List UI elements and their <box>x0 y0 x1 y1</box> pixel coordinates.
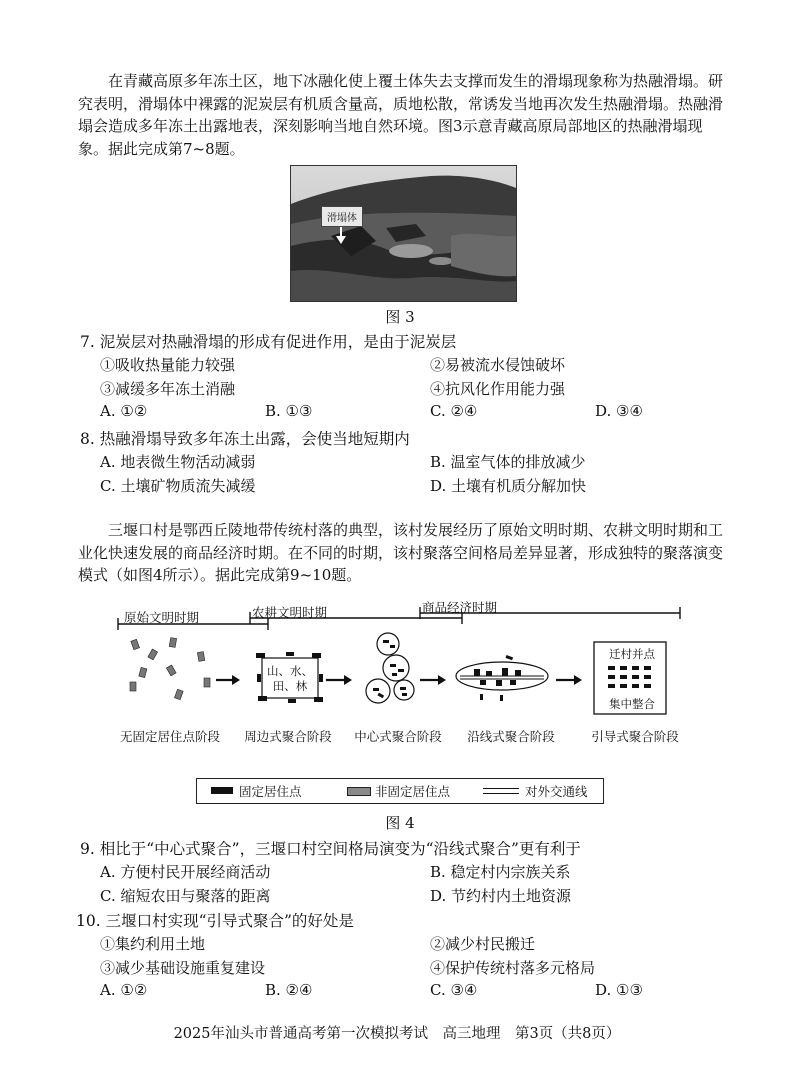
arrow-2 <box>326 675 352 685</box>
q10-option-a[interactable]: A. ①② <box>100 981 148 999</box>
q10-statement-4: ④保护传统村落多元格局 <box>430 959 596 977</box>
q10-statement-1: ①集约利用土地 <box>100 935 206 953</box>
stage-5-label: 引导式聚合阶段 <box>591 729 679 744</box>
q8-option-b[interactable]: B. 温室气体的排放减少 <box>430 453 586 471</box>
q7-statement-3: ③减缓多年冻土消融 <box>100 380 236 398</box>
legend-fixed-label: 固定居住点 <box>239 784 302 799</box>
stage-2-label: 周边式聚合阶段 <box>244 729 332 744</box>
period-label-commodity: 商品经济时期 <box>422 600 498 615</box>
q10-statement-3: ③减少基础设施重复建设 <box>100 959 266 977</box>
figure-4-caption: 图 4 <box>385 814 415 832</box>
figure-4-legend <box>196 778 604 804</box>
q9-option-c[interactable]: C. 缩短农田与聚落的距离 <box>100 887 271 905</box>
stage-1-label: 无固定居住点阶段 <box>119 729 220 744</box>
q10-option-b[interactable]: B. ②④ <box>265 981 313 999</box>
question-7-stem: 7. 泥炭层对热融滑塌的形成有促进作用，是由于泥炭层 <box>80 333 457 351</box>
figure-3-caption: 图 3 <box>385 308 415 326</box>
question-10-stem: 10. 三堰口村实现“引导式聚合”的好处是 <box>76 912 354 930</box>
q9-option-d[interactable]: D. 节约村内土地资源 <box>430 887 572 905</box>
stage-3-central <box>366 633 414 703</box>
question-9-stem: 9. 相比于“中心式聚合”，三堰口村空间格局演变为“沿线式聚合”更有利于 <box>80 840 581 858</box>
stage-3-label: 中心式聚合阶段 <box>354 729 442 744</box>
q9-option-b[interactable]: B. 稳定村内宗族关系 <box>430 863 571 881</box>
arrow-3 <box>420 675 446 685</box>
photo-label: 滑塌体 <box>321 206 363 227</box>
stage-4-linear <box>456 655 548 701</box>
question-8-stem: 8. 热融滑塌导致多年冻土出露，会使当地短期内 <box>80 430 410 448</box>
stage-4-label: 沿线式聚合阶段 <box>467 729 555 744</box>
legend-nonfixed-swatch <box>347 787 371 796</box>
legend-nonfixed-label: 非固定居住点 <box>375 784 451 799</box>
thermokarst-photo <box>290 165 517 302</box>
q10-statement-2: ②减少村民搬迁 <box>430 935 536 953</box>
q7-option-c[interactable]: C. ②④ <box>430 402 478 420</box>
q10-option-c[interactable]: C. ③④ <box>430 981 478 999</box>
intro-paragraph-2: 三堰口村是鄂西丘陵地带传统村落的典型，该村发展经历了原始文明时期、农耕文明时期和工业化快速发展的商品经济时期。在不同的时期，该村聚落空间格局差异显著，形成独特的聚落演变模式（如图4所示）。据此完成第9~10题。 <box>78 521 724 584</box>
q9-option-a[interactable]: A. 方便村民开展经商活动 <box>100 863 271 881</box>
q8-option-a[interactable]: A. 地表微生物活动减弱 <box>100 453 256 471</box>
period-label-primitive: 原始文明时期 <box>124 610 200 625</box>
stage-1-scattered-points <box>130 638 210 700</box>
intro-paragraph-1: 在青藏高原多年冻土区，地下冰融化使上覆土体失去支撑而发生的滑塌现象称为热融滑塌。研究表明，滑塌体中裸露的泥炭层有机质含量高，质地松散，常诱发当地再次发生热融滑塌。热融滑塌会造成多年冻土出露地表，深刻影响当地自然环境。图3示意青藏高原局部地区的热融滑塌现象。据此完成第7~8题。 <box>78 72 724 158</box>
period-label-farming: 农耕文明时期 <box>252 605 328 620</box>
legend-fixed-swatch <box>211 787 233 794</box>
thermokarst-photo-image <box>291 166 516 301</box>
q7-statement-2: ②易被流水侵蚀破坏 <box>430 356 566 374</box>
q8-option-d[interactable]: D. 土壤有机质分解加快 <box>430 477 587 495</box>
page-footer: 2025年汕头市普通高考第一次模拟考试 高三地理 第3页（共8页） <box>173 1026 621 1042</box>
arrow-1 <box>216 675 240 685</box>
stage-5-box-bottom-text: 集中整合 <box>609 697 655 711</box>
stage-2-center-text: 山、水、田、林 <box>267 664 313 693</box>
q7-option-a[interactable]: A. ①② <box>100 402 148 420</box>
q7-statement-4: ④抗风化作用能力强 <box>430 380 566 398</box>
q7-statement-1: ①吸收热量能力较强 <box>100 356 236 374</box>
q10-option-d[interactable]: D. ①③ <box>595 981 643 999</box>
stage-5-box-top-text: 迁村并点 <box>609 647 655 661</box>
q8-option-c[interactable]: C. 土壤矿物质流失减缓 <box>100 477 256 495</box>
arrow-4 <box>556 675 582 685</box>
legend-transport-line <box>483 788 519 794</box>
q7-option-d[interactable]: D. ③④ <box>595 402 643 420</box>
q7-option-b[interactable]: B. ①③ <box>265 402 313 420</box>
legend-transport-label: 对外交通线 <box>525 784 588 799</box>
